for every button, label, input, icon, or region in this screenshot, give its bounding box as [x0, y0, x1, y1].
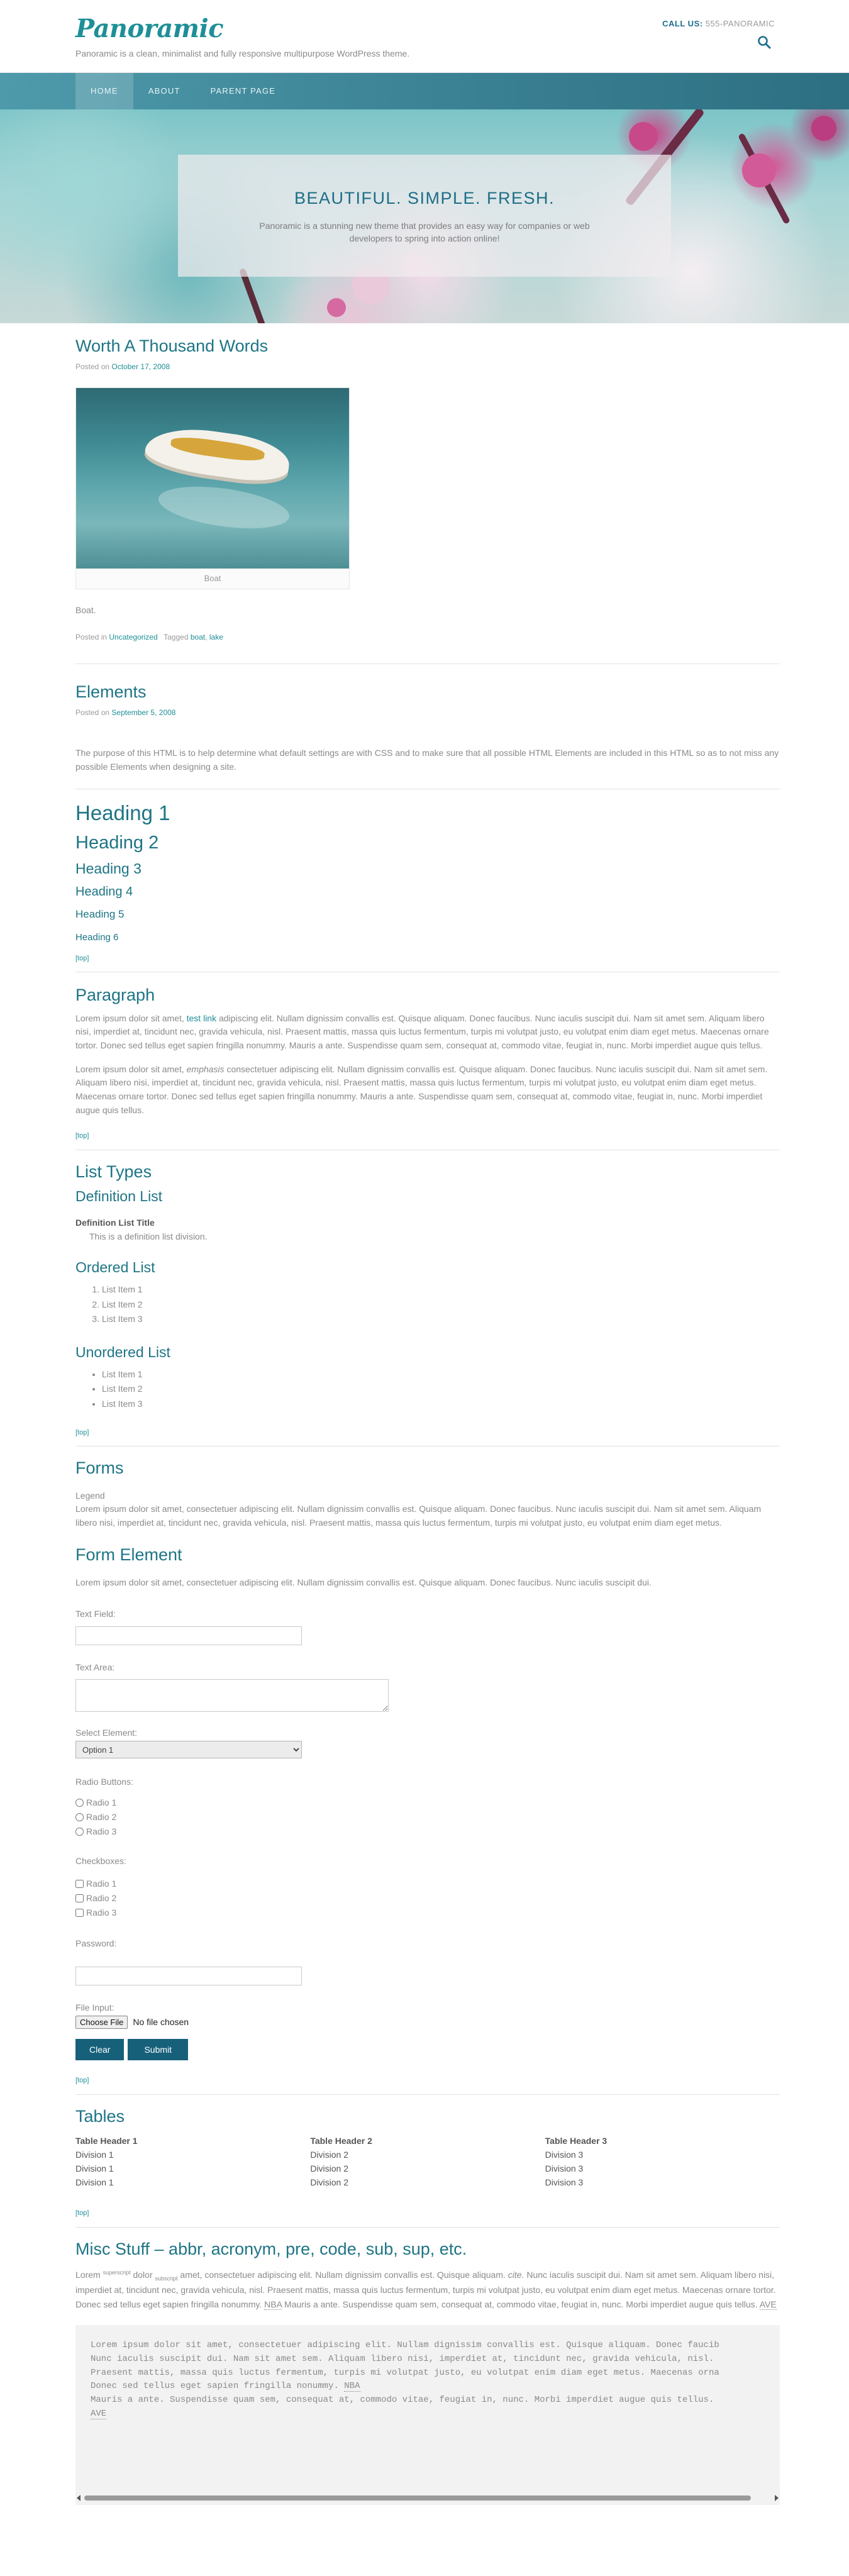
- hero-blossom: [629, 122, 658, 151]
- forms-title: Forms: [75, 1458, 124, 1478]
- top-link[interactable]: [top]: [75, 1428, 89, 1436]
- tag-link-boat[interactable]: boat: [190, 632, 206, 641]
- hero-text: Panoramic is a stunning new theme that provides an easy way for companies or web developers to spring into action online!: [259, 221, 590, 244]
- checkbox-input[interactable]: [75, 1894, 84, 1902]
- checkbox-input[interactable]: [75, 1880, 84, 1888]
- post-footer-meta: Posted in Uncategorized Tagged boat, lake: [75, 632, 223, 641]
- paragraph-title: Paragraph: [75, 985, 155, 1005]
- radio-group: [75, 1796, 780, 1839]
- select-label: Select Element:: [75, 1727, 138, 1738]
- table-row: [75, 2175, 780, 2189]
- call-us-label: CALL US:: [662, 19, 703, 28]
- table-header: Table Header 3: [545, 2136, 608, 2146]
- table-row: [75, 2162, 780, 2175]
- tag-link-lake[interactable]: lake: [209, 632, 223, 641]
- list-item: • List Item 2: [102, 1382, 780, 1396]
- boat-caption: Boat: [204, 573, 221, 583]
- hero-blossom: [327, 298, 346, 317]
- paragraph-2-text-end: consectetuer adipiscing elit. Nullam dignissim convallis est. Quisque aliquam. Donec faucibus. Nunc iaculis suscipit dui. Nam sit amet sem. Aliquam libero nisi, imperdiet at, tincidunt nec, gravida vehicula, nisl. Praesent mattis, massa quis luctus fermentum, turpis mi volutpat justo, eu volutpat enim diam eget metus. Maecenas ornare tortor. Donec sed tellus eget sapien fringilla nonummy. Mauris a ante. Suspendisse quam sem, consequat at, commodo vitae, feugiat in, nunc. Morbi imperdiet augue quis tellus.: [75, 1063, 768, 1115]
- radio-label: Radio 2: [86, 1811, 117, 1822]
- post-title[interactable]: Elements: [75, 682, 147, 701]
- checkbox-option-2[interactable]: [75, 1891, 780, 1906]
- list-item: • List Item 3: [102, 1397, 780, 1411]
- table-cell: Division 1: [75, 2177, 114, 2188]
- heading-3-sample: Heading 3: [75, 860, 142, 877]
- cite-text: cite.: [508, 2270, 524, 2280]
- radio-option-2[interactable]: [75, 1810, 780, 1824]
- elements-intro: The purpose of this HTML is to help determine what default settings are with CSS and to make sure that all possible HTML Elements are included in this HTML so as to not miss any possible Elements when designing a site.: [75, 747, 779, 772]
- list-item: 1. List Item 1: [102, 1282, 780, 1297]
- paragraph-1: [75, 1012, 780, 1053]
- top-link[interactable]: [top]: [75, 2077, 89, 2085]
- post-elements: [75, 682, 780, 2505]
- search-icon[interactable]: [757, 35, 771, 49]
- password-label: Password:: [75, 1938, 117, 1949]
- unordered-list: [102, 1367, 780, 1411]
- abbr-ave[interactable]: AVE: [759, 2299, 777, 2309]
- site-logo[interactable]: Panoramic: [75, 14, 224, 43]
- checkbox-option-1[interactable]: [75, 1877, 780, 1891]
- nav-item-parent-page[interactable]: PARENT PAGE: [210, 86, 276, 96]
- radio-buttons-label: Radio Buttons:: [75, 1777, 133, 1787]
- text-field[interactable]: [75, 1626, 302, 1645]
- file-input: [75, 2015, 780, 2029]
- pre-line: Mauris a ante. Suspendisse quam sem, consequat at, commodo vitae, feugiat in, nunc. Morbi imperdiet augue quis tellus.: [91, 2394, 714, 2405]
- list-types-title: List Types: [75, 1162, 152, 1182]
- heading-4-sample: Heading 4: [75, 885, 133, 899]
- heading-1-sample: Heading 1: [75, 801, 170, 825]
- pre-line: Donec sed tellus eget sapien fringilla nonummy.: [91, 2381, 339, 2392]
- radio-label: Radio 1: [86, 1797, 117, 1807]
- data-table: [75, 2134, 780, 2189]
- hero-content-box: [178, 155, 671, 277]
- paragraph-1-text-start: Lorem ipsum dolor sit amet,: [75, 1013, 184, 1023]
- posted-on-label: Posted on: [75, 362, 110, 372]
- tagged-label: Tagged: [164, 632, 189, 641]
- nav-item-about[interactable]: ABOUT: [148, 86, 180, 96]
- table-cell: Division 3: [545, 2163, 584, 2174]
- abbr-ave[interactable]: AVE: [91, 2408, 107, 2419]
- abbr-nba[interactable]: NBA: [264, 2299, 282, 2309]
- tables-title: Tables: [75, 2106, 125, 2126]
- top-link[interactable]: [top]: [75, 2209, 89, 2218]
- list-item: 3. List Item 3: [102, 1312, 780, 1326]
- paragraph-2: [75, 1063, 780, 1118]
- definition-list: [75, 1216, 780, 1244]
- pre-line: Nunc iaculis suscipit dui. Nam sit amet sem. Aliquam libero nisi, imperdiet at, tincidunt nec, gravida vehicula, nisl.: [91, 2353, 714, 2364]
- misc-text: Mauris a ante. Suspendisse quam sem, consequat at, commodo vitae, feugiat in, nunc. Morbi imperdiet augue quis tellus.: [284, 2299, 758, 2309]
- checkboxes-label: Checkboxes:: [75, 1855, 126, 1866]
- file-status: No file chosen: [133, 2016, 189, 2027]
- radio-input[interactable]: [75, 1828, 84, 1836]
- post-meta: [75, 707, 780, 719]
- pre-line: Lorem ipsum dolor sit amet, consectetuer adipiscing elit. Nullam dignissim convallis est. Quisque aliquam. Donec faucib: [91, 2340, 719, 2351]
- table-cell: Division 2: [310, 2163, 349, 2174]
- nav-item-home[interactable]: HOME: [75, 73, 133, 109]
- hero-title: BEAUTIFUL. SIMPLE. FRESH.: [294, 189, 555, 208]
- posted-in-label: Posted in: [75, 632, 108, 641]
- site-tagline: Panoramic is a clean, minimalist and fully responsive multipurpose WordPress theme.: [75, 48, 410, 58]
- table-cell: Division 2: [310, 2177, 349, 2188]
- submit-button[interactable]: Submit: [128, 2039, 188, 2060]
- tables-section: [75, 2106, 780, 2219]
- misc-title: Misc Stuff – abbr, acronym, pre, code, sub, sup, etc.: [75, 2239, 467, 2258]
- radio-input[interactable]: [75, 1799, 84, 1807]
- emphasis-text: emphasis: [186, 1063, 225, 1074]
- list-item: • List Item 1: [102, 1367, 780, 1382]
- preformatted-code-block: [75, 2325, 780, 2505]
- post-date-link[interactable]: October 17, 2008: [111, 362, 170, 372]
- misc-text: dolor: [133, 2270, 153, 2280]
- choose-file-button[interactable]: Choose File: [75, 2016, 128, 2029]
- checkbox-group: [75, 1877, 780, 1920]
- post-title[interactable]: Worth A Thousand Words: [75, 336, 269, 355]
- list-item: 2. List Item 2: [102, 1297, 780, 1312]
- misc-text: Nunc iaculis suscipit dui. Nam sit amet sem. Aliquam libero nisi, imperdiet at, tincidunt nec, gravida vehicula, nisl. Praesent mattis, massa quis luctus fermentum, turpis mi volutpat justo, eu volutpat enim diam eget metus. Maecenas ornare tortor. Donec sed tellus eget sapien fringilla nonummy.: [75, 2270, 776, 2309]
- table-cell: Division 3: [545, 2150, 584, 2160]
- checkbox-option-3[interactable]: [75, 1906, 780, 1920]
- heading-6-sample: Heading 6: [75, 931, 119, 943]
- post-body: Boat.: [75, 605, 96, 616]
- heading-5-sample: Heading 5: [75, 908, 125, 921]
- table-cell: Division 3: [545, 2177, 584, 2188]
- abbr-nba[interactable]: NBA: [344, 2381, 360, 2392]
- misc-text: amet, consectetuer adipiscing elit. Nullam dignissim convallis est. Quisque aliquam.: [180, 2270, 506, 2280]
- hero-banner: [0, 109, 849, 323]
- paragraph-section: [75, 985, 780, 1142]
- table-cell: Division 2: [310, 2150, 349, 2160]
- scroll-right-arrow-icon[interactable]: [775, 2495, 779, 2501]
- call-us-number[interactable]: 555-PANORAMIC: [705, 19, 775, 28]
- scroll-left-arrow-icon[interactable]: [77, 2495, 80, 2501]
- top-link[interactable]: [top]: [75, 954, 89, 962]
- checkbox-label: Radio 1: [86, 1879, 117, 1889]
- list-types-section: [75, 1162, 780, 1438]
- text-area-label: Text Area:: [75, 1662, 115, 1672]
- form-buttons: [75, 2039, 780, 2060]
- horizontal-scrollbar[interactable]: [75, 2495, 780, 2501]
- subscript-text: subscript: [155, 2275, 178, 2282]
- table-cell: Division 1: [75, 2163, 114, 2174]
- site-header: [0, 0, 849, 73]
- checkbox-label: Radio 2: [86, 1893, 117, 1904]
- legend: Legend: [75, 1490, 105, 1501]
- heading-2-sample: Heading 2: [75, 832, 159, 853]
- hero-blossom: [811, 116, 836, 141]
- form-element-title: Form Element: [75, 1545, 182, 1565]
- definition-term: Definition List Title: [75, 1218, 155, 1228]
- radio-option-1[interactable]: [75, 1796, 780, 1810]
- ordered-list: [102, 1282, 780, 1326]
- scrollbar-thumb[interactable]: [84, 2496, 751, 2501]
- unordered-list-title: Unordered List: [75, 1343, 170, 1360]
- boat-figure: [75, 387, 350, 590]
- category-link[interactable]: Uncategorized: [109, 632, 158, 641]
- misc-section: [75, 2239, 780, 2505]
- test-link[interactable]: test link: [186, 1013, 217, 1023]
- paragraph-2-text-start: Lorem ipsum dolor sit amet,: [75, 1063, 184, 1074]
- select-element[interactable]: [75, 1741, 302, 1758]
- section-divider: [75, 2227, 780, 2228]
- table-header-row: [75, 2134, 780, 2148]
- post-meta: [75, 361, 780, 373]
- main-navigation: [0, 73, 849, 109]
- text-field-label: Text Field:: [75, 1609, 116, 1619]
- clear-button[interactable]: Clear: [75, 2039, 124, 2060]
- misc-text: Lorem: [75, 2270, 101, 2280]
- table-cell: Division 1: [75, 2150, 114, 2160]
- paragraph-1-text-end: adipiscing elit. Nullam dignissim convallis est. Quisque aliquam. Donec faucibus. Nunc iaculis suscipit dui. Nam sit amet sem. Aliquam libero nisi, imperdiet at, tincidunt nec, gravida vehicula, nisl. Praesent mattis, massa quis luctus fermentum, turpis mi volutpat justo, eu volutpat enim diam eget metus. Maecenas ornare tortor. Donec sed tellus eget sapien fringilla nonummy. Mauris a ante. Suspendisse quam sem, consequat at, commodo vitae, feugiat in, nunc. Morbi imperdiet augue quis tellus.: [75, 1013, 769, 1051]
- radio-label: Radio 3: [86, 1826, 117, 1836]
- misc-paragraph: [75, 2268, 780, 2311]
- checkbox-label: Radio 3: [86, 1907, 117, 1918]
- boat-reflection: [156, 479, 292, 535]
- checkbox-input[interactable]: [75, 1909, 84, 1917]
- form-intro: Lorem ipsum dolor sit amet, consectetuer adipiscing elit. Nullam dignissim convallis est. Quisque aliquam. Donec faucibus. Nunc iaculis suscipit dui.: [75, 1577, 652, 1587]
- hero-blossom: [742, 153, 776, 187]
- password-field[interactable]: [75, 1967, 302, 1985]
- text-area[interactable]: [75, 1679, 389, 1712]
- headings-section: [75, 801, 780, 964]
- ordered-list-title: Ordered List: [75, 1258, 155, 1275]
- definition-description: This is a definition list division.: [89, 1231, 208, 1242]
- pre-line: Praesent mattis, massa quis luctus fermentum, turpis mi volutpat justo, eu volutpat enim diam eget metus. Maecenas orna: [91, 2367, 719, 2378]
- call-us: [662, 18, 775, 31]
- table-header: Table Header 1: [75, 2136, 138, 2146]
- section-divider: [75, 2094, 780, 2095]
- posted-on-label: Posted on: [75, 708, 110, 718]
- post-date-link[interactable]: September 5, 2008: [111, 708, 176, 718]
- definition-list-title: Definition List: [75, 1188, 163, 1205]
- superscript-text: superscript: [103, 2269, 131, 2276]
- top-link[interactable]: [top]: [75, 1132, 89, 1140]
- boat-image[interactable]: [76, 388, 349, 569]
- radio-input[interactable]: [75, 1813, 84, 1821]
- legend-text: Lorem ipsum dolor sit amet, consectetuer adipiscing elit. Nullam dignissim convallis est. Quisque aliquam. Donec faucibus. Nunc iaculis suscipit dui. Nam sit amet sem. Aliquam libero nisi, imperdiet at, tincidunt nec, gravida vehicula, nisl. Praesent mattis, massa quis luctus fermentum, turpis mi volutpat justo, eu volutpat enim diam eget metus.: [75, 1503, 762, 1528]
- table-header: Table Header 2: [310, 2136, 372, 2146]
- radio-option-3[interactable]: [75, 1824, 780, 1839]
- post-divider: [75, 663, 780, 664]
- forms-section: [75, 1458, 780, 2087]
- post-worth-a-thousand-words: [75, 336, 780, 664]
- file-input-label: File Input:: [75, 2002, 114, 2013]
- table-row: [75, 2148, 780, 2162]
